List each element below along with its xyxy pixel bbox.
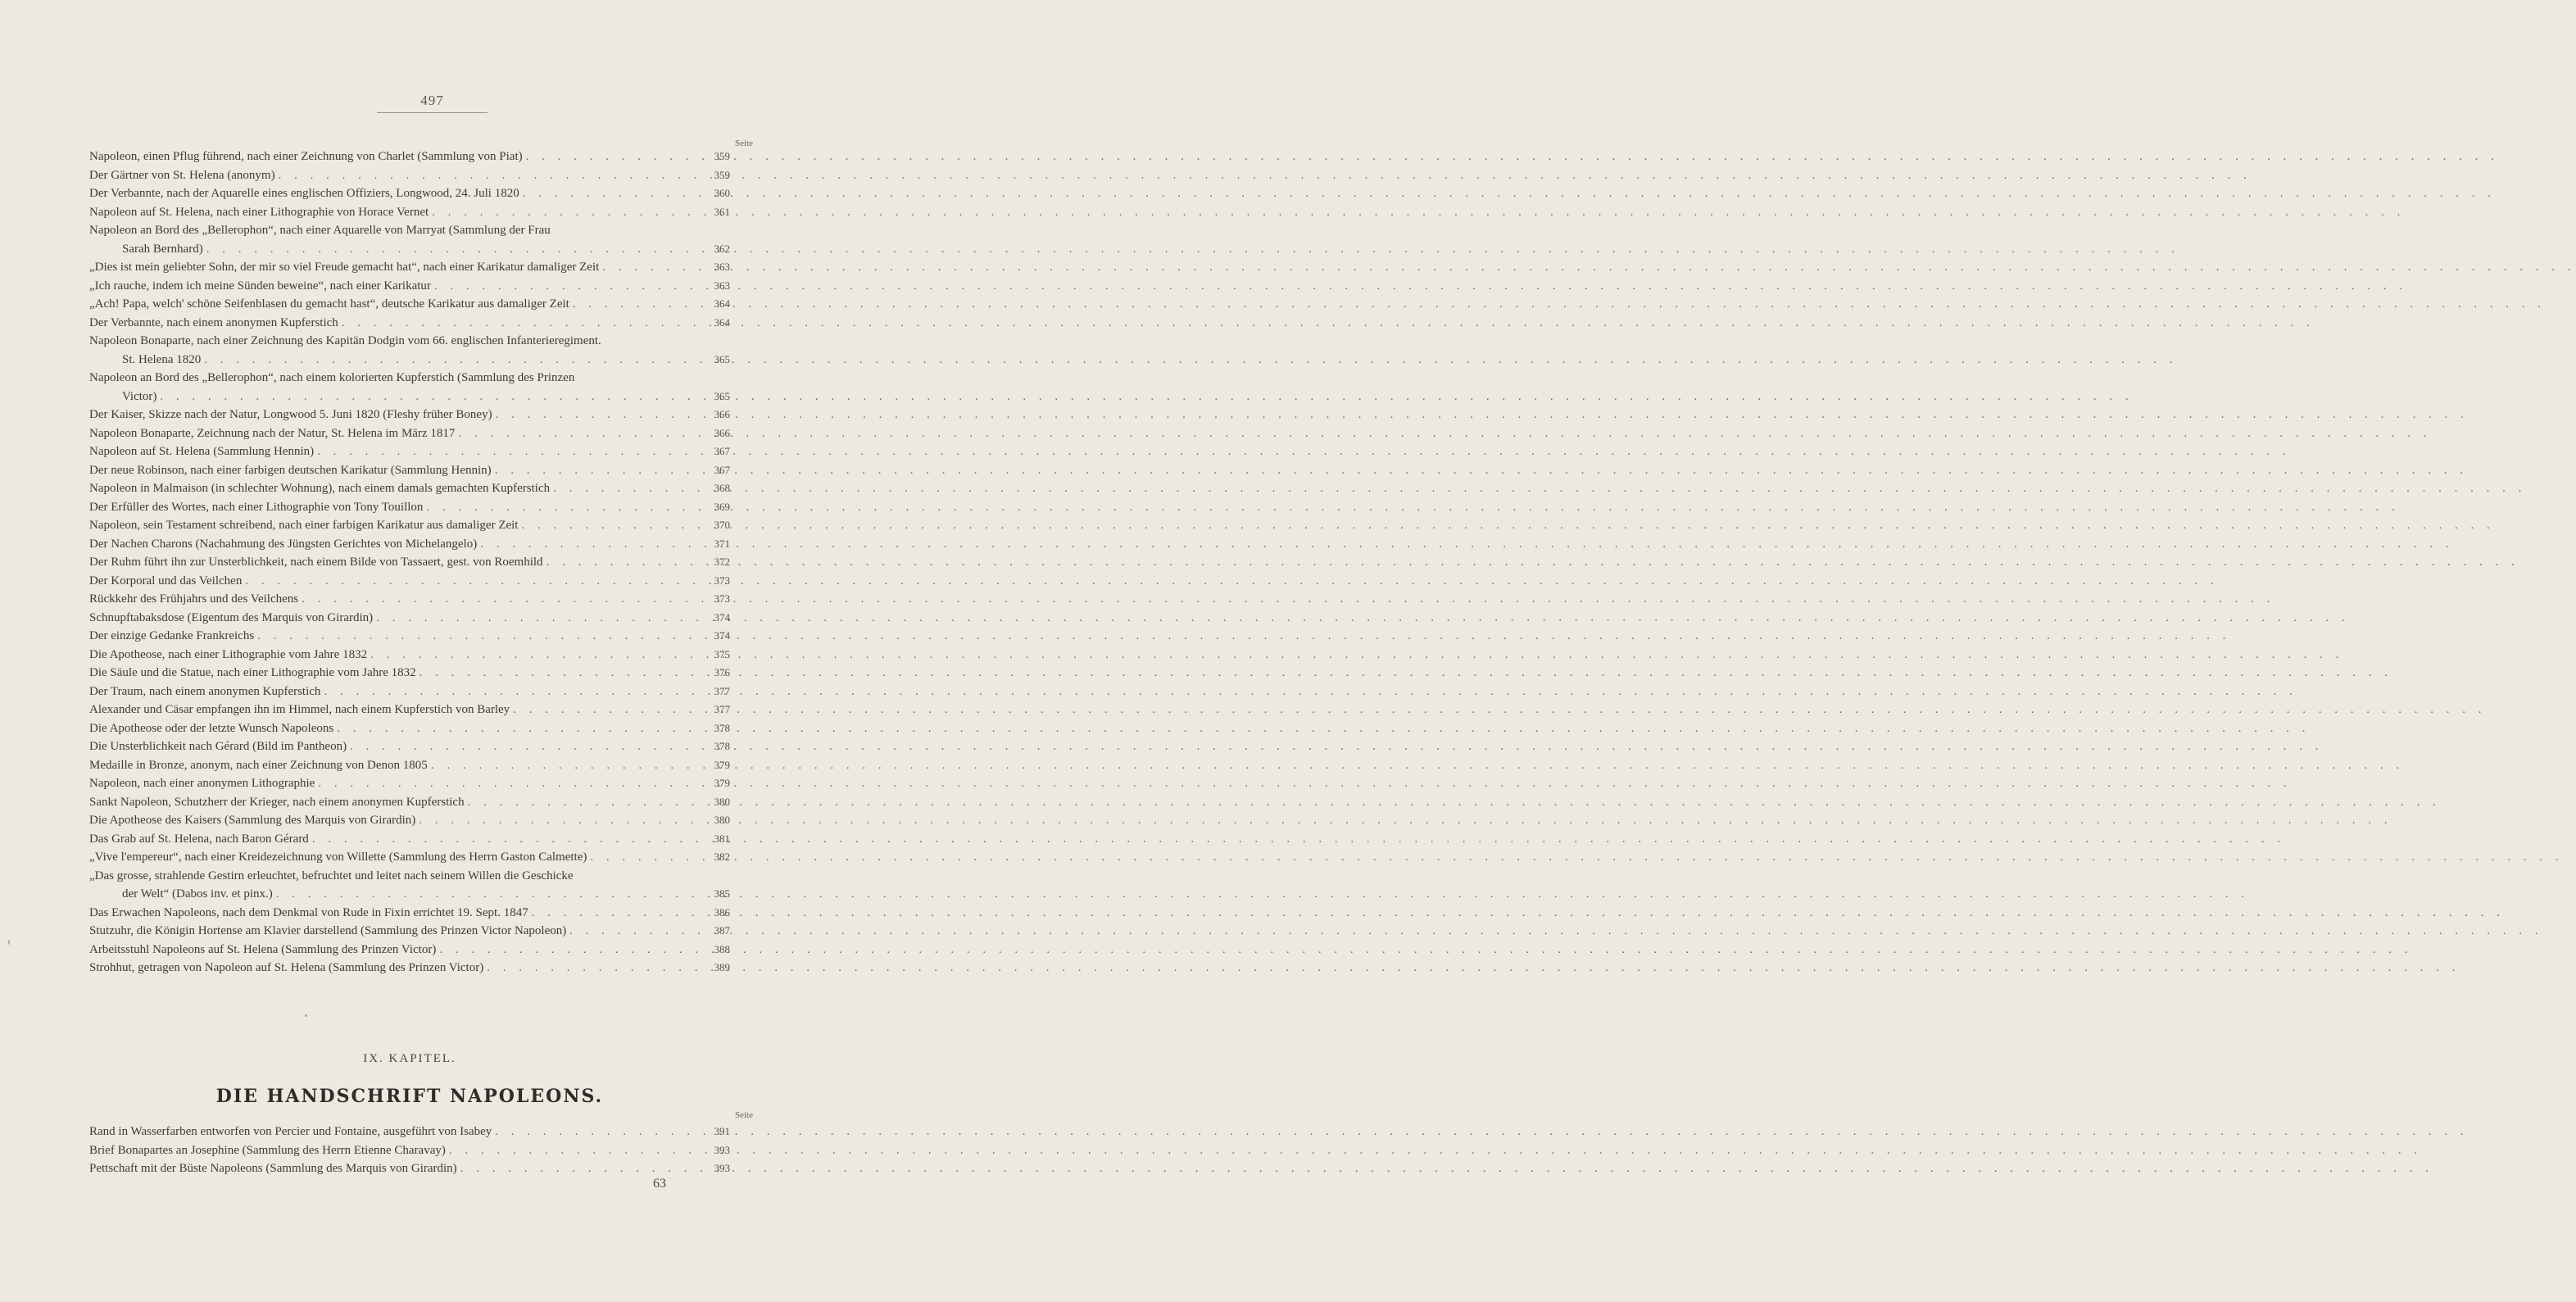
dot-leader bbox=[242, 572, 701, 591]
dot-leader bbox=[492, 406, 701, 424]
dot-leader bbox=[566, 922, 701, 941]
toc-entry-page: 366 bbox=[714, 426, 730, 439]
toc-entry-title: Der neue Robinson, nach einer farbigen deutschen Karikatur (Sammlung Hennin) bbox=[89, 463, 492, 477]
toc-entry-page: 387 bbox=[714, 924, 730, 937]
toc-entry-title: der Welt“ (Dabos inv. et pinx.) bbox=[122, 887, 273, 901]
toc-entry-title: Napoleon an Bord des „Bellerophon“, nach einer Aquarelle von Marryat (Sammlung der Frau bbox=[89, 224, 551, 237]
toc-entry-page: 379 bbox=[714, 758, 730, 771]
toc-entry-page: 391 bbox=[714, 1125, 730, 1137]
toc-entry-title: „Das grosse, strahlende Gestirn erleuchtet, befruchtet und leitet nach seinem Willen die Geschicke bbox=[89, 869, 574, 882]
toc-entry-page: 369 bbox=[714, 500, 730, 513]
document-page bbox=[0, 0, 819, 1302]
toc-entry bbox=[89, 719, 730, 738]
toc-entry-page: 381 bbox=[714, 832, 730, 845]
toc-entry-title: „Ich rauche, indem ich meine Sünden beweine“, nach einer Karikatur bbox=[89, 279, 431, 293]
dot-leader bbox=[415, 811, 701, 830]
dot-leader bbox=[203, 240, 701, 259]
toc-entry-title: Brief Bonapartes an Josephine (Sammlung des Herrn Etienne Charavay) bbox=[89, 1143, 446, 1157]
toc-entry-page: 393 bbox=[714, 1143, 730, 1156]
toc-entry-page: 375 bbox=[714, 647, 730, 660]
toc-entry-page: 372 bbox=[714, 556, 730, 568]
dot-leader bbox=[510, 701, 701, 719]
dot-leader bbox=[416, 664, 701, 683]
dot-leader bbox=[309, 830, 701, 849]
toc-entry bbox=[89, 683, 730, 701]
toc-entry-page: 366 bbox=[714, 408, 730, 420]
toc-entry-page: 367 bbox=[714, 463, 730, 476]
toc-entry bbox=[89, 664, 730, 683]
dot-leader bbox=[569, 295, 701, 314]
toc-entry-title: Napoleon an Bord des „Bellerophon“, nach einem kolorierten Kupferstich (Sammlung des Prinzen bbox=[89, 371, 575, 384]
toc-entry bbox=[89, 314, 730, 333]
toc-entry bbox=[89, 885, 730, 904]
toc-entry-page: 367 bbox=[714, 445, 730, 457]
toc-entry-page: 388 bbox=[714, 942, 730, 955]
toc-entry bbox=[89, 737, 730, 756]
toc-entry-page: 380 bbox=[714, 795, 730, 808]
toc-entry bbox=[89, 147, 730, 166]
toc-entry-page: 373 bbox=[714, 574, 730, 587]
toc-entry bbox=[89, 351, 730, 370]
dot-leader bbox=[320, 683, 701, 701]
toc-entry bbox=[89, 904, 730, 923]
dot-leader bbox=[477, 535, 701, 554]
toc-entry bbox=[89, 590, 730, 609]
toc-entry-page: 378 bbox=[714, 721, 730, 734]
toc-entry-title: Die Apotheose oder der letzte Wunsch Napoleons bbox=[89, 721, 334, 735]
toc-entry-title: Der Gärtner von St. Helena (anonym) bbox=[89, 168, 275, 182]
toc-entry bbox=[89, 572, 730, 591]
dot-leader bbox=[333, 719, 701, 738]
toc-entry-page: 393 bbox=[714, 1162, 730, 1174]
toc-entry-page: 386 bbox=[714, 905, 730, 919]
toc-entry-page: 389 bbox=[714, 961, 730, 973]
toc-entry-title: Napoleon, einen Pflug führend, nach einer Zeichnung von Charlet (Sammlung von Piat) bbox=[89, 150, 523, 163]
toc-entry bbox=[89, 442, 730, 461]
dot-leader bbox=[492, 461, 701, 480]
dot-leader bbox=[492, 1123, 701, 1141]
toc-entry-page: 368 bbox=[714, 482, 730, 494]
dot-leader bbox=[528, 904, 701, 923]
toc-entry-title: Die Unsterblichkeit nach Gérard (Bild im Pantheon) bbox=[89, 740, 347, 753]
toc-entry bbox=[89, 756, 730, 775]
chapter-label: IX. KAPITEL. bbox=[363, 1052, 456, 1065]
toc-entry-page: 378 bbox=[714, 740, 730, 752]
toc-entry bbox=[89, 1123, 730, 1141]
toc-entry bbox=[89, 295, 730, 314]
toc-entry-title: Napoleon Bonaparte, Zeichnung nach der Natur, St. Helena im März 1817 bbox=[89, 426, 456, 440]
toc-entry-page: 373 bbox=[714, 592, 730, 605]
toc-entry bbox=[89, 959, 730, 978]
toc-entry-title: Der Kaiser, Skizze nach der Natur, Longwood 5. Juni 1820 (Fleshy früher Boney) bbox=[89, 408, 492, 421]
toc-entry-title: Alexander und Cäsar empfangen ihn im Himmel, nach einem Kupferstich von Barley bbox=[89, 703, 510, 716]
toc-entry bbox=[89, 461, 730, 480]
seite-column-label-2: Seite bbox=[735, 1110, 753, 1120]
toc-entry-page: 359 bbox=[714, 168, 730, 181]
toc-entry-page: 374 bbox=[714, 610, 730, 624]
dot-leader bbox=[523, 147, 701, 166]
toc-entry-title: Der Erfüller des Wortes, nach einer Lithographie von Tony Touillon bbox=[89, 500, 424, 514]
toc-entry-title: Die Säule und die Statue, nach einer Lithographie vom Jahre 1832 bbox=[89, 666, 416, 679]
dot-leader bbox=[436, 941, 701, 959]
dot-leader bbox=[587, 848, 701, 867]
toc-entry bbox=[89, 830, 730, 849]
toc-entry-page: 377 bbox=[714, 703, 730, 715]
dot-leader bbox=[201, 351, 701, 370]
dot-leader bbox=[599, 258, 701, 277]
dot-leader bbox=[273, 885, 701, 904]
toc-entry bbox=[89, 184, 730, 203]
toc-entry bbox=[89, 627, 730, 646]
dot-leader bbox=[254, 627, 701, 646]
toc-entry bbox=[89, 922, 730, 941]
toc-entry-title: Das Erwachen Napoleons, nach dem Denkmal von Rude in Fixin errichtet 19. Sept. 1847 bbox=[89, 905, 528, 919]
dot-leader bbox=[457, 1159, 701, 1178]
toc-entry bbox=[89, 793, 730, 812]
toc-entry-page: 374 bbox=[714, 629, 730, 642]
paper-speck bbox=[8, 940, 10, 945]
toc-entry-page: 382 bbox=[714, 851, 730, 863]
dot-leader bbox=[373, 609, 701, 628]
toc-entry bbox=[89, 203, 730, 222]
toc-entry bbox=[89, 221, 730, 240]
dot-leader bbox=[519, 184, 701, 203]
toc-entry-page: 385 bbox=[714, 887, 730, 900]
toc-entry-title: „Dies ist mein geliebter Sohn, der mir so viel Freude gemacht hat“, nach einer Karikatur damaliger Zeit bbox=[89, 261, 600, 274]
toc-entry-page: 370 bbox=[714, 519, 730, 531]
toc-entry-title: Der Traum, nach einem anonymen Kupferstich bbox=[89, 684, 321, 698]
toc-entry-title: Victor) bbox=[122, 389, 157, 403]
toc-entry-title: Die Apotheose, nach einer Lithographie vom Jahre 1832 bbox=[89, 647, 368, 661]
toc-entry-page: 361 bbox=[714, 205, 730, 218]
dot-leader bbox=[275, 166, 701, 185]
toc-entry-title: Napoleon, sein Testament schreibend, nach einer farbigen Karikatur aus damaliger Zeit bbox=[89, 519, 519, 532]
toc-entry bbox=[89, 424, 730, 443]
toc-entry-title: Sankt Napoleon, Schutzherr der Krieger, nach einem anonymen Kupferstich bbox=[89, 795, 465, 809]
toc-entry-page: 365 bbox=[714, 389, 730, 402]
dot-leader bbox=[446, 1141, 701, 1160]
dot-leader bbox=[298, 590, 701, 609]
toc-entry-title: Die Apotheose des Kaisers (Sammlung des Marquis von Girardin) bbox=[89, 814, 416, 827]
toc-entry-title: Arbeitsstuhl Napoleons auf St. Helena (Sammlung des Prinzen Victor) bbox=[89, 942, 437, 956]
toc-entry-page: 377 bbox=[714, 684, 730, 697]
toc-entry bbox=[89, 941, 730, 959]
toc-entry bbox=[89, 1159, 730, 1178]
toc-entry-title: Der Nachen Charons (Nachahmung des Jüngsten Gerichtes von Michelangelo) bbox=[89, 537, 478, 551]
chapter-title: DIE HANDSCHRIFT NAPOLEONS. bbox=[215, 1086, 604, 1107]
toc-entry-page: 379 bbox=[714, 777, 730, 789]
toc-entry bbox=[89, 240, 730, 259]
toc-entry-title: Das Grab auf St. Helena, nach Baron Gérard bbox=[89, 832, 309, 846]
toc-entry-title: Napoleon, nach einer anonymen Lithographie bbox=[89, 777, 315, 790]
illustration-list-2 bbox=[89, 1123, 730, 1178]
toc-entry-title: Napoleon in Malmaison (in schlechter Wohnung), nach einem damals gemachten Kupferstich bbox=[89, 482, 551, 495]
toc-entry-page: 365 bbox=[714, 352, 730, 365]
dot-leader bbox=[315, 774, 701, 793]
toc-entry bbox=[89, 258, 730, 277]
toc-entry-title: Napoleon auf St. Helena, nach einer Lithographie von Horace Vernet bbox=[89, 205, 429, 219]
seite-column-label: Seite bbox=[735, 138, 753, 148]
toc-entry-title: Der Ruhm führt ihn zur Unsterblichkeit, nach einem Bilde von Tassaert, gest. von Roemhild bbox=[89, 556, 543, 569]
dot-leader bbox=[156, 388, 701, 406]
dot-leader bbox=[465, 793, 701, 812]
dot-leader bbox=[428, 756, 701, 775]
toc-entry bbox=[89, 848, 730, 867]
toc-entry-page: 360 bbox=[714, 187, 730, 199]
paper-speck bbox=[305, 1014, 307, 1017]
toc-entry bbox=[89, 479, 730, 498]
dot-leader bbox=[518, 516, 701, 535]
dot-leader bbox=[431, 277, 701, 296]
signature-mark: 63 bbox=[653, 1177, 666, 1191]
toc-entry-title: Rand in Wasserfarben entworfen von Percier und Fontaine, ausgeführt von Isabey bbox=[89, 1125, 492, 1138]
toc-entry-page: 371 bbox=[714, 537, 730, 550]
page-number: 497 bbox=[377, 93, 488, 113]
toc-entry bbox=[89, 406, 730, 424]
toc-entry-title: Medaille in Bronze, anonym, nach einer Zeichnung von Denon 1805 bbox=[89, 758, 428, 772]
illustration-list bbox=[89, 147, 730, 978]
toc-entry bbox=[89, 646, 730, 665]
toc-entry-page: 363 bbox=[714, 261, 730, 273]
toc-entry-title: Napoleon auf St. Helena (Sammlung Hennin) bbox=[89, 445, 315, 458]
toc-entry-title: Der einzige Gedanke Frankreichs bbox=[89, 629, 255, 642]
toc-entry bbox=[89, 867, 730, 886]
dot-leader bbox=[429, 203, 701, 222]
toc-entry-title: Napoleon Bonaparte, nach einer Zeichnung des Kapitän Dodgin vom 66. englischen Infanterieregiment. bbox=[89, 334, 601, 347]
toc-entry-page: 364 bbox=[714, 297, 730, 310]
toc-entry bbox=[89, 388, 730, 406]
toc-entry-title: Der Verbannte, nach einem anonymen Kupferstich bbox=[89, 315, 338, 329]
toc-entry-title: „Vive l'empereur“, nach einer Kreidezeichnung von Willette (Sammlung des Herrn Gaston Calmette) bbox=[89, 851, 587, 864]
toc-entry-page: 362 bbox=[714, 242, 730, 255]
toc-entry-title: Der Korporal und das Veilchen bbox=[89, 574, 243, 587]
toc-entry-title: Sarah Bernhard) bbox=[122, 242, 203, 256]
toc-entry bbox=[89, 277, 730, 296]
toc-entry-title: Pettschaft mit der Büste Napoleons (Sammlung des Marquis von Girardin) bbox=[89, 1162, 457, 1175]
toc-entry-title: Strohhut, getragen von Napoleon auf St. Helena (Sammlung des Prinzen Victor) bbox=[89, 961, 484, 974]
toc-entry-page: 364 bbox=[714, 315, 730, 329]
toc-entry-title: Rückkehr des Frühjahrs und des Veilchens bbox=[89, 592, 299, 606]
dot-leader bbox=[483, 959, 701, 978]
toc-entry bbox=[89, 701, 730, 719]
toc-entry-page: 359 bbox=[714, 150, 730, 162]
toc-entry-title: Schnupftabaksdose (Eigentum des Marquis von Girardin) bbox=[89, 610, 374, 624]
toc-entry-page: 363 bbox=[714, 279, 730, 292]
toc-entry bbox=[89, 811, 730, 830]
dot-leader bbox=[347, 737, 701, 756]
toc-entry bbox=[89, 369, 730, 388]
toc-entry bbox=[89, 166, 730, 185]
toc-entry bbox=[89, 553, 730, 572]
toc-entry-page: 376 bbox=[714, 666, 730, 678]
dot-leader bbox=[455, 424, 701, 443]
dot-leader bbox=[314, 442, 701, 461]
dot-leader bbox=[550, 479, 701, 498]
toc-entry-title: „Ach! Papa, welch' schöne Seifenblasen du gemacht hast“, deutsche Karikatur aus damaliger Zeit bbox=[89, 297, 569, 311]
toc-entry bbox=[89, 516, 730, 535]
toc-entry bbox=[89, 535, 730, 554]
toc-entry bbox=[89, 774, 730, 793]
dot-leader bbox=[338, 314, 701, 333]
toc-entry-title: Der Verbannte, nach der Aquarelle eines englischen Offiziers, Longwood, 24. Juli 1820 bbox=[89, 187, 519, 200]
toc-entry-title: Stutzuhr, die Königin Hortense am Klavier darstellend (Sammlung des Prinzen Victor Napoleon) bbox=[89, 924, 567, 937]
toc-entry-page: 380 bbox=[714, 814, 730, 826]
toc-entry bbox=[89, 1141, 730, 1160]
toc-entry bbox=[89, 609, 730, 628]
toc-entry-title: St. Helena 1820 bbox=[122, 352, 202, 366]
dot-leader bbox=[543, 553, 701, 572]
dot-leader bbox=[423, 498, 701, 517]
dot-leader bbox=[367, 646, 701, 665]
toc-entry bbox=[89, 332, 730, 351]
toc-entry bbox=[89, 498, 730, 517]
